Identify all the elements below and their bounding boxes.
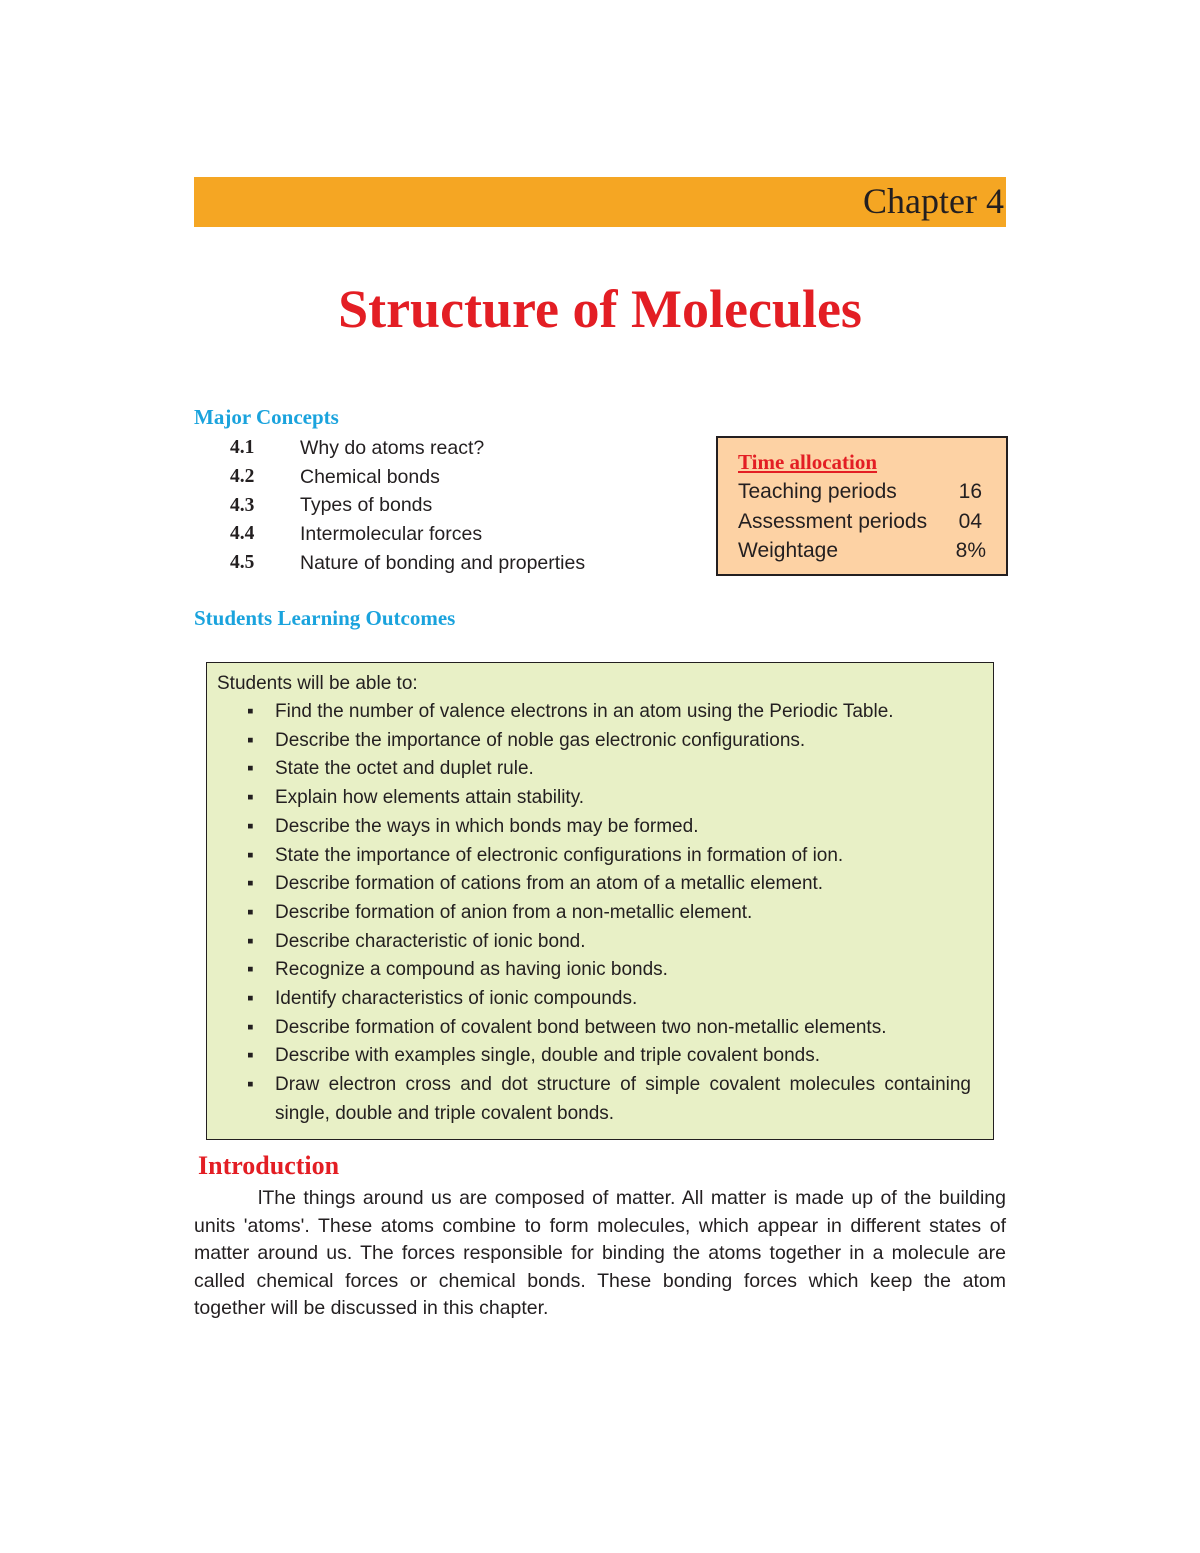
outcome-text: Describe formation of anion from a non-metallic element.: [275, 901, 753, 923]
outcome-text: Describe formation of covalent bond between two non-metallic elements.: [275, 1016, 887, 1038]
concept-text: Nature of bonding and properties: [300, 551, 586, 574]
major-concepts-list: [230, 434, 680, 577]
time-row-value: 8%: [955, 539, 986, 562]
major-concepts-heading: Major Concepts: [194, 405, 339, 429]
list-item: [245, 755, 971, 784]
outcome-text: State the importance of electronic configurations in formation of ion.: [275, 844, 844, 866]
time-row-value: 16: [958, 480, 982, 503]
learning-outcomes-intro: Students will be able to:: [217, 673, 418, 694]
list-item: [245, 813, 971, 842]
bullet-icon: ▪: [247, 988, 254, 1010]
list-item: [245, 956, 971, 985]
learning-outcomes-list: [217, 698, 971, 1129]
outcome-text: Describe characteristic of ionic bond.: [275, 930, 586, 952]
bullet-icon: ▪: [247, 729, 254, 751]
time-allocation-box: [716, 436, 1008, 576]
outcome-text: Describe the importance of noble gas electronic configurations.: [275, 729, 806, 751]
bullet-icon: ▪: [247, 758, 254, 780]
list-item: [245, 928, 971, 957]
list-item: [245, 985, 971, 1014]
concept-text: Intermolecular forces: [300, 522, 483, 545]
concept-item: [230, 434, 680, 463]
list-item: [245, 1042, 971, 1071]
bullet-icon: ▪: [247, 901, 254, 923]
time-allocation-row: [738, 536, 986, 566]
list-item: [245, 899, 971, 928]
bullet-icon: ▪: [247, 1016, 254, 1038]
concept-number: 4.5: [230, 552, 255, 574]
bullet-icon: ▪: [247, 959, 254, 981]
outcome-text: Describe formation of cations from an atom of a metallic element.: [275, 873, 824, 895]
list-item: [245, 698, 971, 727]
list-item: [245, 1014, 971, 1043]
time-allocation-row: [738, 477, 986, 507]
concept-text: Chemical bonds: [300, 465, 440, 488]
list-item: [245, 784, 971, 813]
outcome-text: Find the number of valence electrons in an atom using the Periodic Table.: [275, 701, 894, 722]
time-allocation-row: [738, 507, 986, 537]
concept-number: 4.4: [230, 523, 255, 545]
introduction-paragraph: lThe things around us are composed of matter. All matter is made up of the building units 'atoms'. These atoms combine to form molecules, which appear in different states of matter around us. The forces responsible for binding the atoms together in a molecule are called chemical forces or chemical bonds. These bonding forces which keep the atom together will be discussed in this chapter.: [194, 1187, 1006, 1320]
outcome-text: Draw electron cross and dot structure of simple covalent molecules containing single, double and triple covalent bonds.: [275, 1074, 971, 1124]
concept-item: [230, 491, 680, 520]
outcome-text: Recognize a compound as having ionic bonds.: [275, 959, 668, 981]
bullet-icon: ▪: [247, 1045, 254, 1067]
concept-number: 4.2: [230, 466, 255, 488]
concept-text: Types of bonds: [300, 494, 433, 517]
outcome-text: Describe the ways in which bonds may be formed.: [275, 815, 699, 837]
time-row-label: Assessment periods: [738, 509, 928, 533]
concept-item: [230, 549, 680, 578]
time-row-value: 04: [958, 509, 982, 533]
learning-outcomes-heading: Students Learning Outcomes: [194, 606, 456, 630]
list-item: [245, 727, 971, 756]
chapter-bar: [194, 177, 1006, 227]
list-item: [245, 870, 971, 899]
list-item: [245, 842, 971, 871]
bullet-icon: ▪: [247, 930, 254, 952]
concept-number: 4.1: [230, 437, 255, 459]
concept-item: [230, 463, 680, 492]
chapter-label: Chapter 4: [863, 181, 1004, 221]
introduction-heading: Introduction: [198, 1151, 340, 1180]
outcome-text: State the octet and duplet rule.: [275, 758, 534, 780]
bullet-icon: ▪: [247, 873, 254, 895]
outcome-text: Identify characteristics of ionic compounds.: [275, 988, 638, 1010]
time-allocation-title: Time allocation: [738, 450, 878, 474]
learning-outcomes-box: [206, 662, 994, 1140]
concept-number: 4.3: [230, 494, 255, 516]
concept-item: [230, 520, 680, 549]
bullet-icon: ▪: [247, 1074, 254, 1096]
bullet-icon: ▪: [247, 787, 254, 809]
time-row-label: Teaching periods: [738, 480, 897, 503]
bullet-icon: ▪: [247, 844, 254, 866]
bullet-icon: ▪: [247, 815, 254, 837]
page-title: Structure of Molecules: [338, 279, 862, 339]
outcome-text: Explain how elements attain stability.: [275, 787, 585, 809]
time-row-label: Weightage: [738, 539, 839, 562]
bullet-icon: ▪: [247, 701, 254, 722]
list-item: [245, 1071, 971, 1128]
outcome-text: Describe with examples single, double and triple covalent bonds.: [275, 1045, 820, 1067]
concept-text: Why do atoms react?: [300, 436, 485, 459]
